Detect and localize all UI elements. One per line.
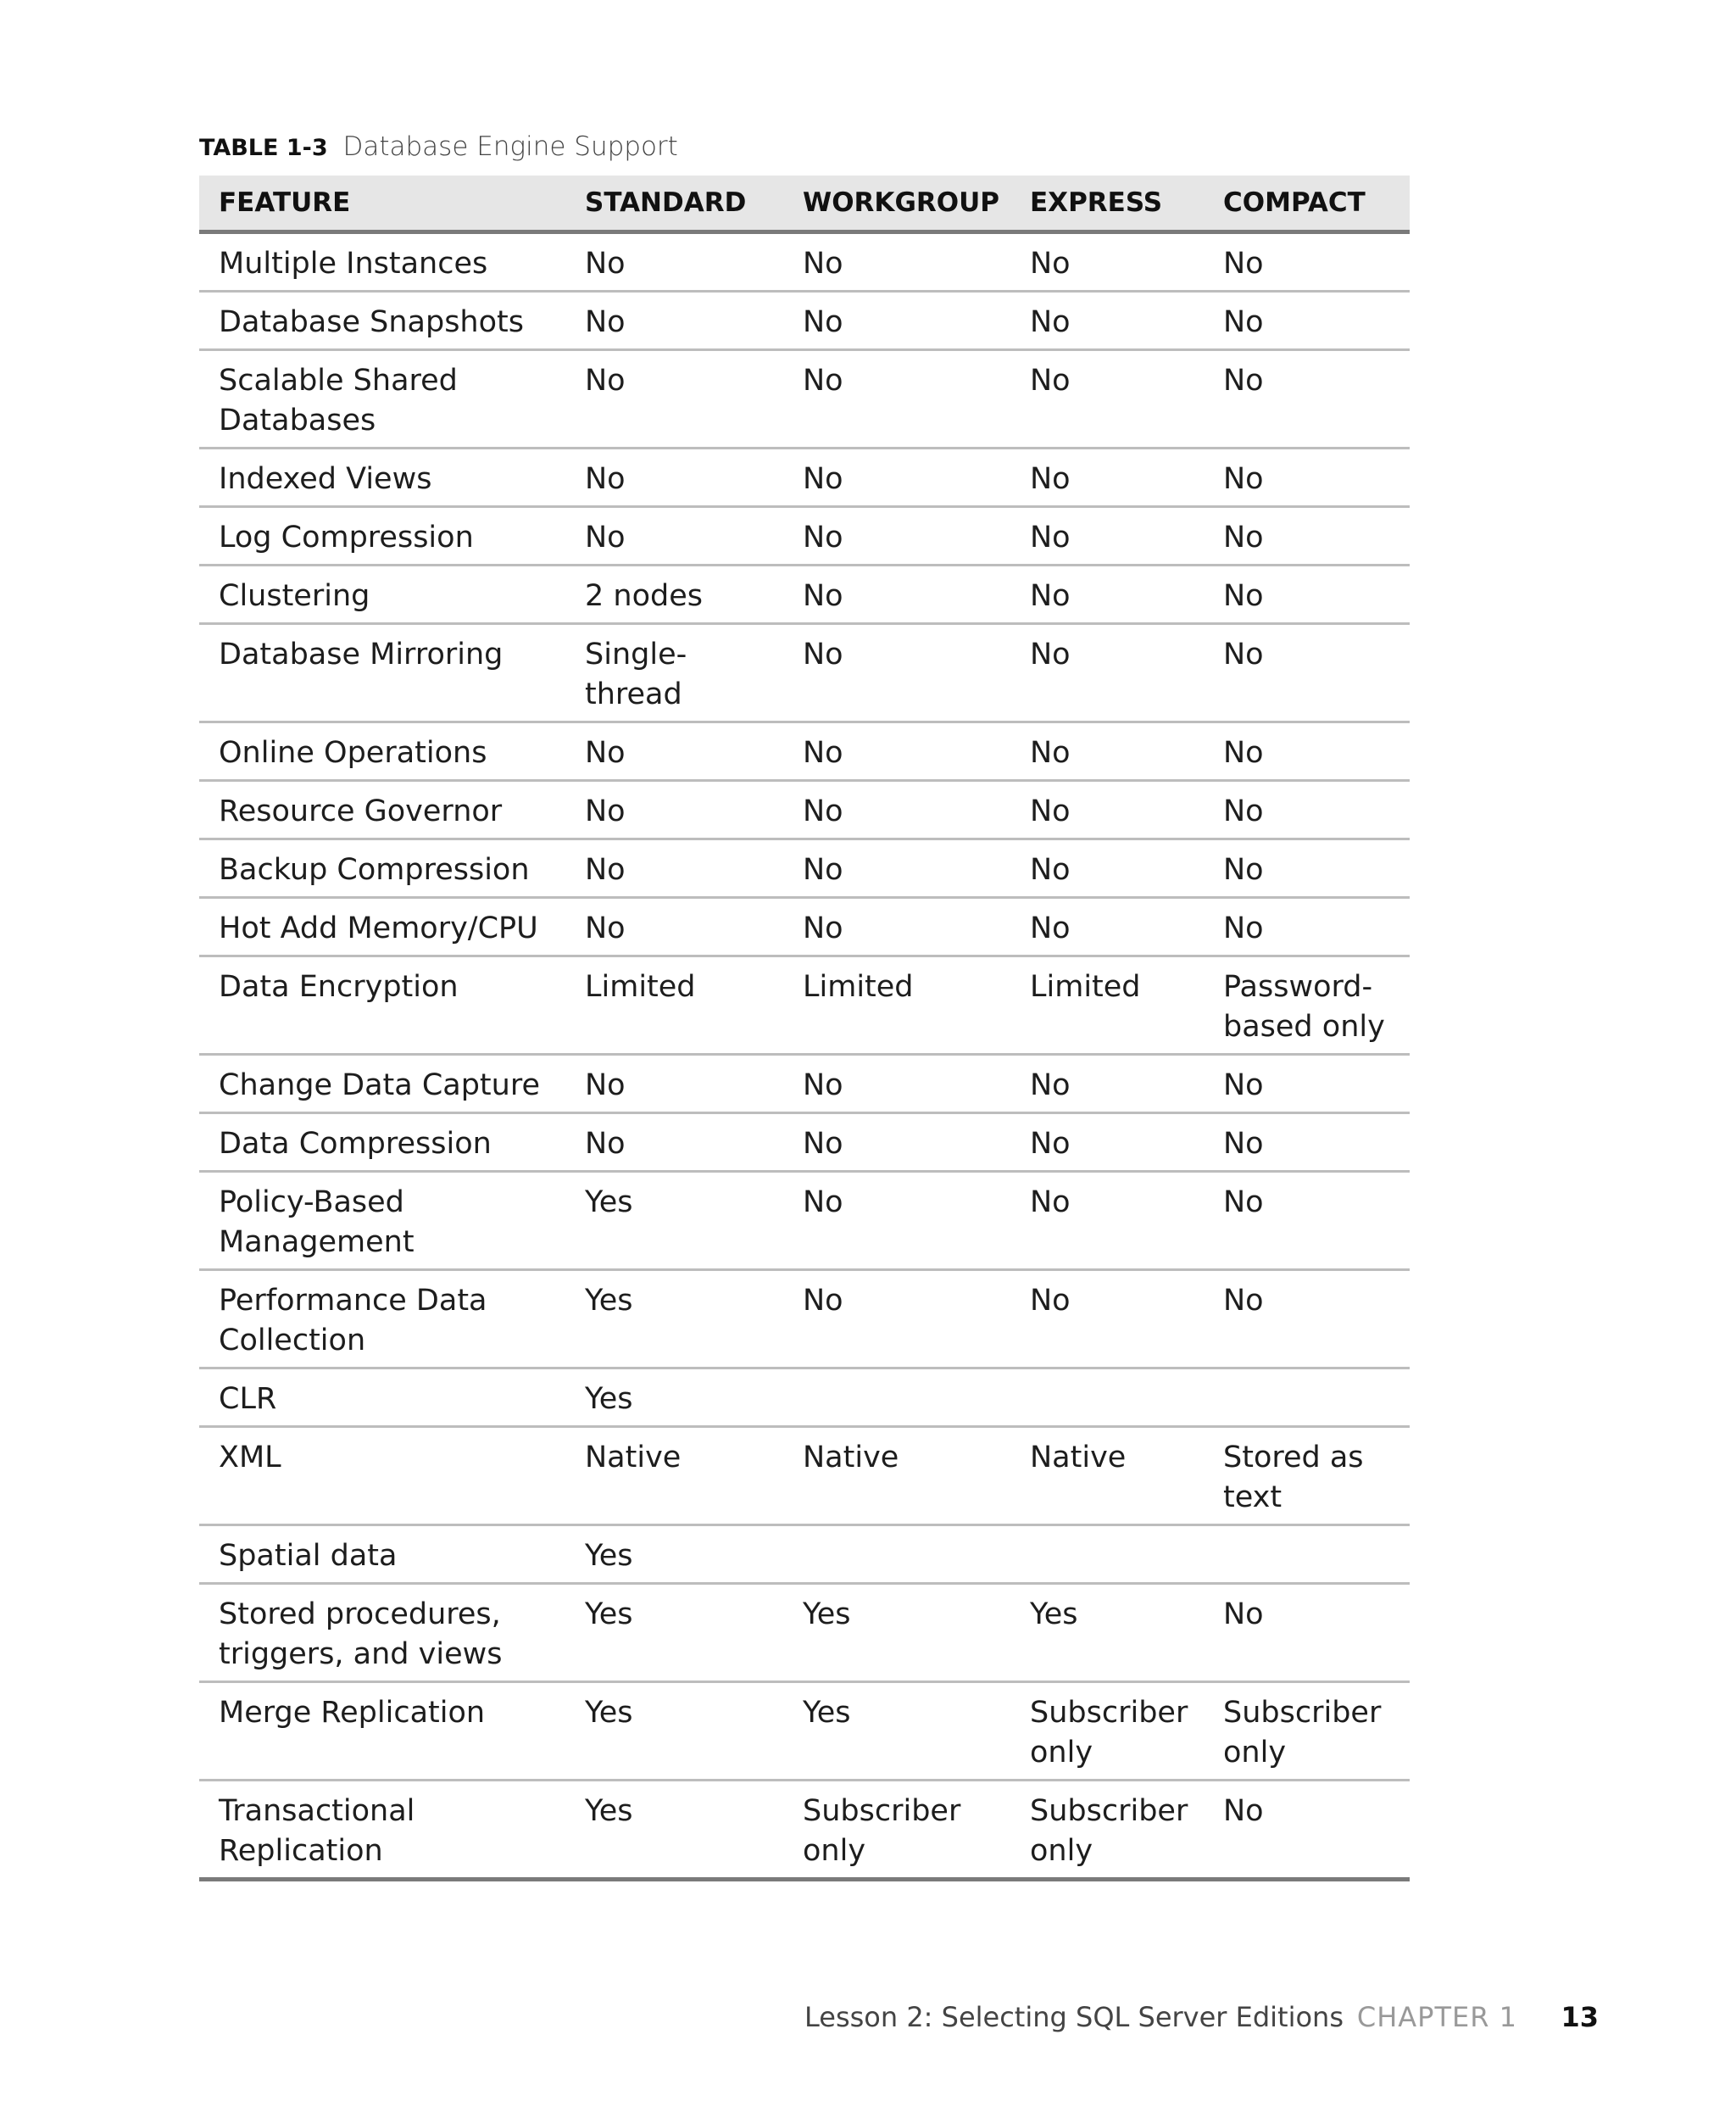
table-row (199, 292, 1410, 350)
support-cell: No (783, 781, 1010, 839)
support-cell (1010, 1368, 1204, 1427)
footer-lesson: Lesson 2: Selecting SQL Server Editions (804, 2001, 1344, 2033)
support-cell: No (783, 507, 1010, 566)
support-cell: Stored as text (1204, 1427, 1410, 1525)
feature-cell: XML (199, 1427, 565, 1525)
support-cell: Subscriber only (1204, 1682, 1410, 1781)
support-cell: Native (783, 1427, 1010, 1525)
table-row (199, 956, 1410, 1055)
feature-cell: Indexed Views (199, 449, 565, 507)
table-row (199, 1682, 1410, 1781)
support-cell: No (1010, 722, 1204, 781)
support-cell: Yes (565, 1525, 783, 1584)
support-cell: No (783, 449, 1010, 507)
table-number: TABLE 1-3 (199, 135, 328, 161)
support-cell: Single-thread (565, 624, 783, 722)
table-row (199, 1113, 1410, 1172)
feature-cell: Spatial data (199, 1525, 565, 1584)
feature-cell: Policy-Based Management (199, 1172, 565, 1270)
support-cell: 2 nodes (565, 566, 783, 624)
table-header (199, 176, 1410, 232)
support-cell: Yes (783, 1584, 1010, 1682)
support-cell: No (1204, 232, 1410, 292)
support-cell: No (783, 839, 1010, 898)
table-row (199, 1525, 1410, 1584)
support-cell: No (783, 292, 1010, 350)
support-cell: Yes (565, 1172, 783, 1270)
feature-cell: Transactional Replication (199, 1781, 565, 1880)
support-cell: No (1010, 624, 1204, 722)
support-cell: No (1010, 350, 1204, 449)
column-header: FEATURE (199, 176, 565, 232)
support-cell: No (783, 722, 1010, 781)
support-cell: No (565, 898, 783, 956)
feature-cell: Multiple Instances (199, 232, 565, 292)
support-cell: No (1010, 898, 1204, 956)
support-cell: No (1204, 566, 1410, 624)
support-cell: Subscriber only (1010, 1682, 1204, 1781)
support-cell: Limited (1010, 956, 1204, 1055)
support-cell: No (1204, 1113, 1410, 1172)
support-cell: No (1010, 292, 1204, 350)
support-cell: Yes (783, 1682, 1010, 1781)
feature-cell: Performance Data Collection (199, 1270, 565, 1368)
feature-cell: Merge Replication (199, 1682, 565, 1781)
support-cell: No (1010, 1172, 1204, 1270)
feature-cell: Online Operations (199, 722, 565, 781)
table-row (199, 1427, 1410, 1525)
table-row (199, 449, 1410, 507)
support-cell: No (565, 449, 783, 507)
support-cell: No (1204, 1781, 1410, 1880)
support-cell: No (565, 781, 783, 839)
support-cell: No (565, 507, 783, 566)
column-header: EXPRESS (1010, 176, 1204, 232)
feature-cell: Stored procedures, triggers, and views (199, 1584, 565, 1682)
support-cell: No (1204, 507, 1410, 566)
support-cell: Native (1010, 1427, 1204, 1525)
table-row (199, 1172, 1410, 1270)
table-row (199, 1368, 1410, 1427)
support-cell: No (1204, 292, 1410, 350)
support-cell: No (1010, 232, 1204, 292)
support-cell (783, 1368, 1010, 1427)
support-cell: No (1204, 722, 1410, 781)
support-cell: No (565, 292, 783, 350)
table-caption (199, 130, 678, 165)
support-cell: No (1204, 1172, 1410, 1270)
feature-cell: Data Compression (199, 1113, 565, 1172)
support-cell: No (1010, 1055, 1204, 1113)
support-cell: No (1204, 898, 1410, 956)
support-cell: No (783, 898, 1010, 956)
support-cell: No (565, 839, 783, 898)
table-row (199, 1270, 1410, 1368)
support-cell: No (1010, 566, 1204, 624)
support-cell: No (565, 1113, 783, 1172)
table-row (199, 781, 1410, 839)
feature-cell: Change Data Capture (199, 1055, 565, 1113)
support-cell: No (565, 722, 783, 781)
support-cell: No (1010, 1270, 1204, 1368)
support-cell: No (565, 232, 783, 292)
feature-cell: Resource Governor (199, 781, 565, 839)
feature-cell: Database Mirroring (199, 624, 565, 722)
column-header: COMPACT (1204, 176, 1410, 232)
support-cell (1204, 1368, 1410, 1427)
column-header: STANDARD (565, 176, 783, 232)
feature-cell: Data Encryption (199, 956, 565, 1055)
support-cell: Limited (565, 956, 783, 1055)
column-header: WORKGROUP (783, 176, 1010, 232)
table-row (199, 350, 1410, 449)
support-cell: No (1204, 1584, 1410, 1682)
table-row (199, 566, 1410, 624)
support-cell: No (1204, 839, 1410, 898)
support-cell: Limited (783, 956, 1010, 1055)
table-row (199, 624, 1410, 722)
page-footer (0, 2001, 1736, 2043)
support-cell: No (783, 1172, 1010, 1270)
support-cell: No (783, 624, 1010, 722)
feature-cell: Hot Add Memory/CPU (199, 898, 565, 956)
support-cell: No (783, 350, 1010, 449)
support-cell: No (565, 350, 783, 449)
support-cell: Yes (565, 1682, 783, 1781)
feature-table (199, 176, 1410, 1881)
support-cell: Yes (565, 1368, 783, 1427)
support-cell: No (783, 232, 1010, 292)
table-row (199, 1781, 1410, 1880)
table-body (199, 232, 1410, 1880)
support-cell: No (1204, 781, 1410, 839)
feature-cell: Scalable Shared Databases (199, 350, 565, 449)
feature-cell: Log Compression (199, 507, 565, 566)
support-cell: Subscriber only (783, 1781, 1010, 1880)
footer-chapter: CHAPTER 1 (1356, 2001, 1517, 2033)
feature-cell: Database Snapshots (199, 292, 565, 350)
support-cell: No (783, 1270, 1010, 1368)
support-cell: No (1204, 1270, 1410, 1368)
support-cell (1204, 1525, 1410, 1584)
support-cell: Yes (565, 1584, 783, 1682)
support-cell: Native (565, 1427, 783, 1525)
support-cell: No (1204, 1055, 1410, 1113)
table-row (199, 507, 1410, 566)
support-cell: Yes (565, 1270, 783, 1368)
support-cell (1010, 1525, 1204, 1584)
support-cell: No (783, 1113, 1010, 1172)
support-cell: No (1204, 449, 1410, 507)
feature-cell: Backup Compression (199, 839, 565, 898)
support-cell: Yes (1010, 1584, 1204, 1682)
feature-cell: Clustering (199, 566, 565, 624)
page-number: 13 (1561, 2001, 1599, 2033)
support-cell: Yes (565, 1781, 783, 1880)
support-cell: No (783, 566, 1010, 624)
support-cell: No (565, 1055, 783, 1113)
table-row (199, 232, 1410, 292)
support-cell: No (783, 1055, 1010, 1113)
support-cell: No (1010, 449, 1204, 507)
support-cell: No (1010, 839, 1204, 898)
feature-cell: CLR (199, 1368, 565, 1427)
table-row (199, 1055, 1410, 1113)
header-row (199, 176, 1410, 232)
table-title: Database Engine Support (342, 131, 678, 162)
support-cell: Subscriber only (1010, 1781, 1204, 1880)
support-cell: No (1010, 1113, 1204, 1172)
support-cell: No (1204, 624, 1410, 722)
support-cell: No (1204, 350, 1410, 449)
table-row (199, 1584, 1410, 1682)
table-row (199, 898, 1410, 956)
table-row (199, 839, 1410, 898)
support-cell (783, 1525, 1010, 1584)
support-cell: No (1010, 781, 1204, 839)
table-row (199, 722, 1410, 781)
support-cell: Password-based only (1204, 956, 1410, 1055)
support-cell: No (1010, 507, 1204, 566)
